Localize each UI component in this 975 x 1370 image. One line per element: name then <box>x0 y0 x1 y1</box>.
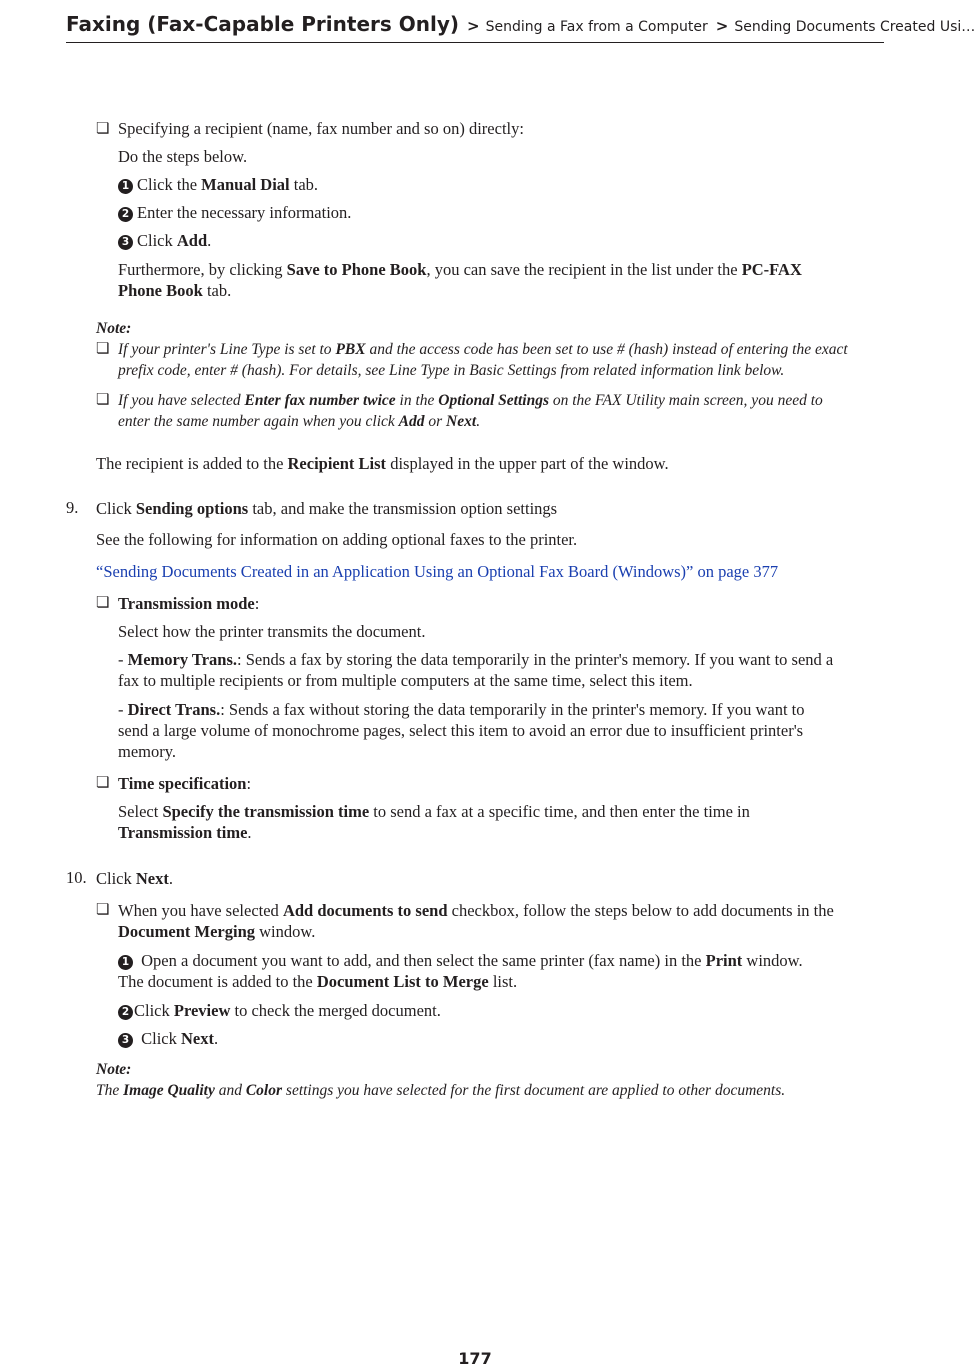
checkbox-bullet-icon: ❏ <box>96 341 110 357</box>
optional-fax-board-link[interactable]: “Sending Documents Created in an Application Using an Optional Fax Board (Windows)” on page 377 <box>96 562 779 581</box>
see-following-text: See the following for information on adding optional faxes to the printer. <box>96 530 578 549</box>
note-item-pbx: If your printer's Line Type is set to PBX and the access code has been set to use # (hash) instead of entering the exact prefix code, enter # (hash). For details, see Line Type in Basic Settings from related information link below. <box>118 341 848 379</box>
recipient-step-3: 3 Click Add. <box>118 230 211 251</box>
merge-step-2: 2 Click Preview to check the merged document. <box>118 1000 441 1021</box>
checkbox-bullet-icon: ❏ <box>96 595 110 611</box>
note-label: Note: <box>96 1061 132 1078</box>
direct-trans-text: - Direct Trans.: Sends a fax without storing the data temporarily in the printer's memory. If you want to send a large volume of monochrome pages, select this item to avoid an error due to insufficient printer's memory. <box>118 700 805 761</box>
checkbox-bullet-icon: ❏ <box>96 392 110 408</box>
recipient-added-text: The recipient is added to the Recipient List displayed in the upper part of the window. <box>96 454 669 473</box>
recipient-step-1: 1 Click the Manual Dial tab. <box>118 174 318 195</box>
step-number-badge: 1 <box>118 179 133 194</box>
breadcrumb-item: Sending Documents Created Usi… <box>734 19 975 35</box>
step-number-badge: 3 <box>118 1033 133 1048</box>
breadcrumb-separator: > <box>467 17 480 35</box>
step-number: 10. <box>66 868 87 887</box>
page-number: 177 <box>458 1349 492 1368</box>
breadcrumb-item: Sending a Fax from a Computer <box>485 19 708 35</box>
step-9-text: Click Sending options tab, and make the transmission option settings <box>96 499 558 518</box>
step-number-badge: 2 <box>118 1005 133 1020</box>
header-title: Faxing (Fax-Capable Printers Only) <box>66 12 460 36</box>
note-item-twice: If you have selected Enter fax number twice in the Optional Settings on the FAX Utility main screen, you need to enter the same number again when you click Add or Next. <box>118 392 823 430</box>
note-image-quality: The Image Quality and Color settings you have selected for the first document are applied to other documents. <box>96 1082 786 1099</box>
step-number: 9. <box>66 498 79 517</box>
step-10-text: Click Next. <box>96 869 173 888</box>
checkbox-bullet-icon: ❏ <box>96 121 110 137</box>
memory-trans-text: - Memory Trans.: Sends a fax by storing the data temporarily in the printer's memory. If you want to send a fax to multiple recipients or from multiple computers at the same time, select this item. <box>118 650 834 690</box>
time-specification-text: Select Specify the transmission time to send a fax at a specific time, and then enter the time in Transmission time. <box>118 802 750 842</box>
merge-step-3: 3 Click Next. <box>118 1028 218 1049</box>
breadcrumb-separator: > <box>715 17 729 35</box>
note-label: Note: <box>96 320 132 337</box>
step-number-badge: 2 <box>118 207 133 222</box>
step-number-badge: 1 <box>118 955 133 970</box>
recipient-intro: Specifying a recipient (name, fax number and so on) directly: <box>118 119 524 138</box>
time-specification-heading: Time specification: <box>118 774 252 793</box>
do-steps-text: Do the steps below. <box>118 147 248 166</box>
merge-step-1: 1 Open a document you want to add, and then select the same printer (fax name) in the Print window. The document is added to the Document List to Merge list. <box>118 951 803 991</box>
transmission-mode-heading: Transmission mode: <box>118 594 260 613</box>
add-documents-text: When you have selected Add documents to send checkbox, follow the steps below to add documents in the Document Merging window. <box>118 901 834 941</box>
step-number-badge: 3 <box>118 235 133 250</box>
checkbox-bullet-icon: ❏ <box>96 775 110 791</box>
transmission-mode-desc: Select how the printer transmits the document. <box>118 622 426 641</box>
phone-book-paragraph: Furthermore, by clicking Save to Phone Book, you can save the recipient in the list under the PC-FAX Phone Book tab. <box>118 260 802 300</box>
checkbox-bullet-icon: ❏ <box>96 902 110 918</box>
recipient-step-2: 2 Enter the necessary information. <box>118 202 351 223</box>
running-header <box>66 12 975 43</box>
